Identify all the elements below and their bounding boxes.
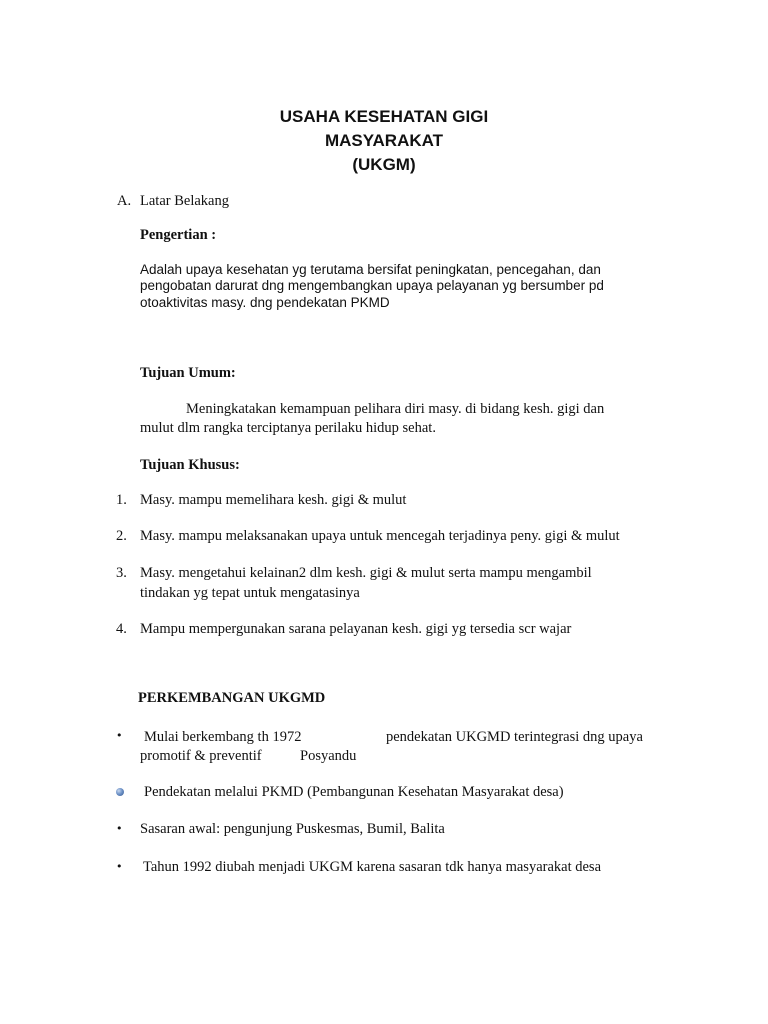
tujuan-khusus-heading: Tujuan Khusus: [140, 457, 240, 473]
document-title-line1: USAHA KESEHATAN GIGI [279, 107, 489, 126]
numbered-item-number: 4. [116, 621, 127, 637]
pengertian-line: Adalah upaya kesehatan yg terutama bersifat peningkatan, pencegahan, dan [140, 262, 601, 277]
pengertian-line: pengobatan darurat dng mengembangkan upaya pelayanan yg bersumber pd [140, 278, 604, 293]
bullet-item-text: Tahun 1992 diubah menjadi UKGM karena sasaran tdk hanya masyarakat desa [143, 859, 602, 875]
pengertian-line: otoaktivitas masy. dng pendekatan PKMD [140, 295, 390, 310]
tujuan-umum-line: Meningkatakan kemampuan pelihara diri masy. di bidang kesh. gigi dan [186, 401, 605, 417]
numbered-item-number: 2. [116, 528, 127, 544]
numbered-item-text: Masy. mampu melaksanakan upaya untuk mencegah terjadinya peny. gigi & mulut [140, 528, 620, 544]
tujuan-umum-heading: Tujuan Umum: [140, 365, 236, 381]
bullet-item-text-continued: Posyandu [300, 748, 357, 764]
document-title-line3: (UKGM) [352, 155, 416, 174]
pengertian-heading: Pengertian : [140, 227, 217, 243]
picture-bullet-icon [116, 788, 124, 796]
bullet-icon: • [116, 860, 123, 873]
bullet-icon: • [116, 822, 123, 835]
bullet-item-text: Sasaran awal: pengunjung Puskesmas, Bumil, Balita [140, 821, 445, 837]
bullet-item-text: Mulai berkembang th 1972 [144, 729, 302, 745]
bullet-item-text-continued: promotif & preventif [140, 748, 262, 764]
numbered-item-number: 1. [116, 492, 127, 508]
bullet-item-text: pendekatan UKGMD terintegrasi dng upaya [386, 729, 643, 745]
numbered-item-number: 3. [116, 565, 127, 581]
perkembangan-heading: PERKEMBANGAN UKGMD [138, 690, 326, 706]
document-title-line2: MASYARAKAT [324, 131, 444, 150]
section-a-marker: A. [117, 193, 132, 209]
numbered-item-text: Masy. mampu memelihara kesh. gigi & mulut [140, 492, 407, 508]
numbered-item-text: Masy. mengetahui kelainan2 dlm kesh. gigi & mulut serta mampu mengambil [140, 565, 592, 581]
numbered-item-text: Mampu mempergunakan sarana pelayanan kesh. gigi yg tersedia scr wajar [140, 621, 572, 637]
tujuan-umum-line: mulut dlm rangka terciptanya perilaku hidup sehat. [140, 420, 436, 436]
bullet-icon: • [116, 729, 123, 742]
bullet-item-text: Pendekatan melalui PKMD (Pembangunan Kesehatan Masyarakat desa) [144, 784, 564, 800]
section-a-heading: Latar Belakang [140, 193, 229, 209]
numbered-item-text-continued: tindakan yg tepat untuk mengatasinya [140, 585, 360, 601]
